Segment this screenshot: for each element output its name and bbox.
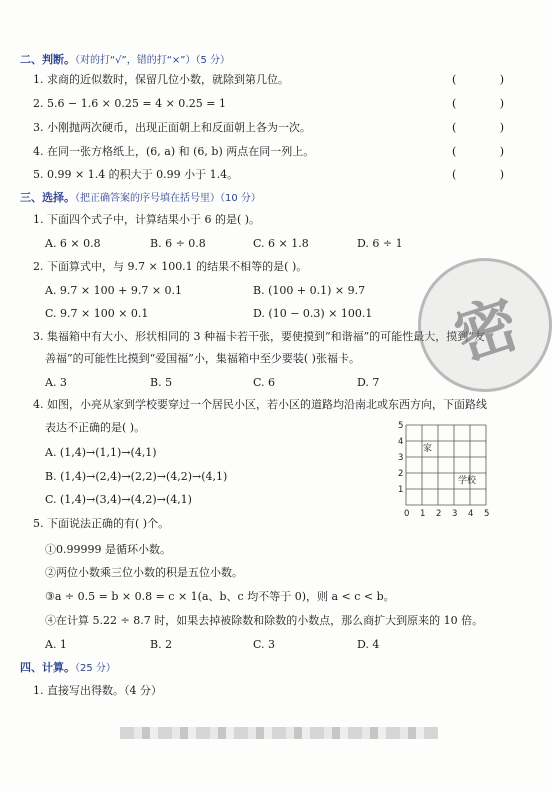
x-tick-0: 0 (404, 509, 410, 519)
choice-q1-option-a[interactable]: A. 6 × 0.8 (45, 237, 101, 250)
section-calc-heading (20, 661, 116, 676)
seal-stamp (401, 241, 553, 410)
section-choice-note: （把正确答案的序号填在括号里）（10 分） (75, 193, 261, 204)
coordinate-grid-figure (396, 417, 496, 519)
y-tick-5: 5 (398, 421, 404, 431)
choice-q1-option-d[interactable]: D. 6 ÷ 1 (357, 237, 403, 250)
y-tick-2: 2 (398, 469, 404, 479)
section-judge-title: 二、判断。 (20, 53, 75, 66)
x-tick-2: 2 (436, 509, 442, 519)
judge-answer-4[interactable]: ( ) (452, 145, 525, 158)
choice-q5-text: 5. 下面说法正确的有( )个。 (33, 517, 170, 530)
choice-q3-text-line2: 善福”的可能性比摸到“爱国福”小，集福箱中至少要装( )张福卡。 (45, 352, 360, 365)
choice-q2-option-d[interactable]: D. (10 − 0.3) × 100.1 (253, 307, 373, 320)
judge-answer-3[interactable]: ( ) (452, 121, 525, 134)
section-choice-heading (20, 191, 261, 206)
y-tick-3: 3 (398, 453, 404, 463)
choice-q4-option-c[interactable]: C. (1,4)→(3,4)→(4,2)→(4,1) (45, 493, 192, 506)
section-judge-note: （对的打“√”，错的打“×”）（5 分） (75, 55, 231, 66)
choice-q3-option-a[interactable]: A. 3 (45, 376, 67, 389)
grid-school-label: 学校 (458, 476, 477, 486)
choice-q5-option-c[interactable]: C. 3 (253, 638, 276, 651)
choice-q3-option-d[interactable]: D. 7 (357, 376, 380, 389)
judge-item-3: 3. 小刚抛两次硬币，出现正面朝上和反面朝上各为一次。 (33, 121, 311, 134)
choice-q5-statement-3: ③a ÷ 0.5 = b × 0.8 = c × 1(a、b、c 均不等于 0)，则 a < c < b。 (45, 590, 395, 603)
choice-q5-statement-4: ④在计算 5.22 ÷ 8.7 时，如果去掉被除数和除数的小数点，那么商扩大到原来的 10 倍。 (45, 614, 484, 627)
y-tick-1: 1 (398, 485, 404, 495)
choice-q5-statement-1: ①0.99999 是循环小数。 (45, 543, 171, 556)
choice-q2-option-a[interactable]: A. 9.7 × 100 + 9.7 × 0.1 (45, 284, 183, 297)
judge-item-5: 5. 0.99 × 1.4 的积大于 0.99 小于 1.4。 (33, 168, 239, 181)
x-tick-1: 1 (420, 509, 426, 519)
choice-q4-text-line1: 4. 如图，小亮从家到学校要穿过一个居民小区，若小区的道路均沿南北或东西方向，下面路线 (33, 398, 487, 411)
blurred-footer (120, 727, 438, 739)
judge-answer-5[interactable]: ( ) (452, 168, 525, 181)
section-calc-title: 四、计算。 (20, 661, 75, 674)
choice-q5-option-d[interactable]: D. 4 (357, 638, 380, 651)
choice-q2-text: 2. 下面算式中，与 9.7 × 100.1 的结果不相等的是( )。 (33, 260, 308, 273)
x-tick-4: 4 (468, 509, 474, 519)
grid-home-label: 家 (423, 444, 433, 454)
choice-q5-option-b[interactable]: B. 2 (150, 638, 173, 651)
calc-item-1: 1. 直接写出得数。（4 分） (33, 684, 162, 697)
judge-answer-2[interactable]: ( ) (452, 97, 525, 110)
choice-q3-text-line1: 3. 集福箱中有大小、形状相同的 3 种福卡若干张，要使摸到“和谐福”的可能性最大，摸到“友 (33, 330, 485, 343)
seal-stamp-char: 密 (445, 285, 528, 375)
section-calc-note: （25 分） (75, 663, 116, 674)
choice-q5-statement-2: ②两位小数乘三位小数的积是五位小数。 (45, 566, 243, 579)
y-tick-4: 4 (398, 437, 404, 447)
choice-q3-option-c[interactable]: C. 6 (253, 376, 276, 389)
choice-q1-option-b[interactable]: B. 6 ÷ 0.8 (150, 237, 206, 250)
choice-q2-option-b[interactable]: B. (100 + 0.1) × 9.7 (253, 284, 366, 297)
section-choice-title: 三、选择。 (20, 191, 75, 204)
choice-q4-option-b[interactable]: B. (1,4)→(2,4)→(2,2)→(4,2)→(4,1) (45, 470, 228, 483)
choice-q5-option-a[interactable]: A. 1 (45, 638, 67, 651)
choice-q3-option-b[interactable]: B. 5 (150, 376, 173, 389)
choice-q1-text: 1. 下面四个式子中，计算结果小于 6 的是( )。 (33, 213, 261, 226)
choice-q1-option-c[interactable]: C. 6 × 1.8 (253, 237, 309, 250)
choice-q4-option-a[interactable]: A. (1,4)→(1,1)→(4,1) (45, 446, 157, 459)
judge-item-2: 2. 5.6 − 1.6 × 0.25 = 4 × 0.25 = 1 (33, 97, 227, 110)
x-tick-3: 3 (452, 509, 458, 519)
judge-item-4: 4. 在同一张方格纸上，(6, a) 和 (6, b) 两点在同一列上。 (33, 145, 315, 158)
judge-answer-1[interactable]: ( ) (452, 73, 525, 86)
choice-q2-option-c[interactable]: C. 9.7 × 100 × 0.1 (45, 307, 149, 320)
x-tick-5: 5 (484, 509, 490, 519)
section-judge-heading (20, 53, 230, 68)
judge-item-1: 1. 求商的近似数时，保留几位小数，就除到第几位。 (33, 73, 289, 86)
choice-q4-text-line2: 表达不正确的是( )。 (45, 421, 146, 434)
grid-lines (406, 425, 486, 505)
